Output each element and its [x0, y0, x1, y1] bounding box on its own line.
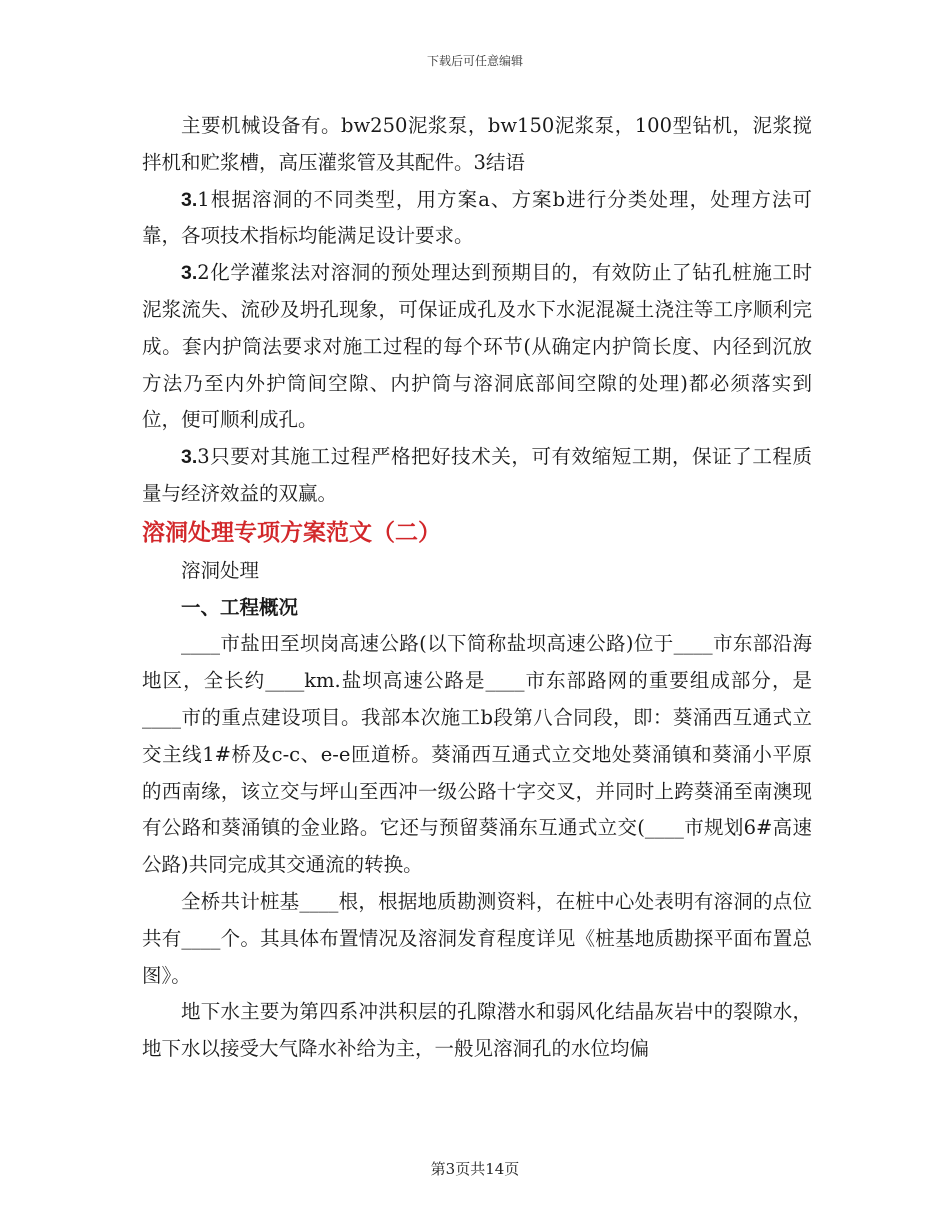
clause-number: 3.: [181, 188, 198, 211]
paragraph: 溶洞处理: [181, 558, 260, 582]
page-header: 下载后可任意编辑: [426, 54, 523, 68]
clause-number: 3.: [181, 262, 198, 285]
document-body: [142, 108, 812, 1068]
paragraph-text: 1根据溶洞的不同类型，用方案a、方案b进行分类处理，处理方法可靠，各项技术指标均能满足设计要求。: [142, 187, 812, 248]
paragraph: 主要机械设备有。bw250泥浆泵，bw150泥浆泵，100型钻机，泥浆搅拌机和贮浆槽，高压灌浆管及其配件。3结语: [142, 114, 812, 174]
paragraph-text: 2化学灌浆法对溶洞的预处理达到预期目的，有效防止了钻孔桩施工时泥浆流失、流砂及坍孔现象，可保证成孔及水下水泥混凝土浇注等工序顺利完成。套内护筒法要求对施工过程的每个环节(从确定内护筒长度、内径到沉放方法乃至内外护筒间空隙、内护筒与溶洞底部间空隙的处理)都必须落实到位，便可顺利成孔。: [142, 261, 812, 432]
paragraph: [142, 255, 812, 439]
section-heading: 一、工程概况: [181, 595, 299, 619]
paragraph: [142, 182, 812, 256]
paragraph: ____市盐田至坝岗高速公路(以下简称盐坝高速公路)位于____市东部沿海地区，全长约____km.盐坝高速公路是____市东部路网的重要组成部分，是____市的重点建设项目。我部本次施工b段第八合同段，即：葵涌西互通式立交主线1#桥及c-c、e-e匝道桥。葵涌西互通式立交地处葵涌镇和葵涌小平原的西南缘，该立交与坪山至西冲一级公路十字交叉，并同时上跨葵涌至南澳现有公路和葵涌镇的金业路。它还与预留葵涌东互通式立交(____市规划6#高速公路)共同完成其交通流的转换。: [142, 632, 812, 877]
section-title: 溶洞处理专项方案范文（二）: [142, 518, 441, 546]
page-footer: 第3页共14页: [430, 1160, 520, 1178]
paragraph: [142, 439, 812, 513]
paragraph: 全桥共计桩基____根，根据地质勘测资料，在桩中心处表明有溶洞的点位共有____个。其具体布置情况及溶洞发育程度详见《桩基地质勘探平面布置总图》。: [142, 889, 812, 987]
paragraph: 地下水主要为第四系冲洪积层的孔隙潜水和弱风化结晶灰岩中的裂隙水，地下水以接受大气降水补给为主，一般见溶洞孔的水位均偏: [142, 1000, 812, 1061]
paragraph-text: 3只要对其施工过程严格把好技术关，可有效缩短工期，保证了工程质量与经济效益的双赢。: [142, 445, 812, 505]
clause-number: 3.: [181, 446, 198, 469]
